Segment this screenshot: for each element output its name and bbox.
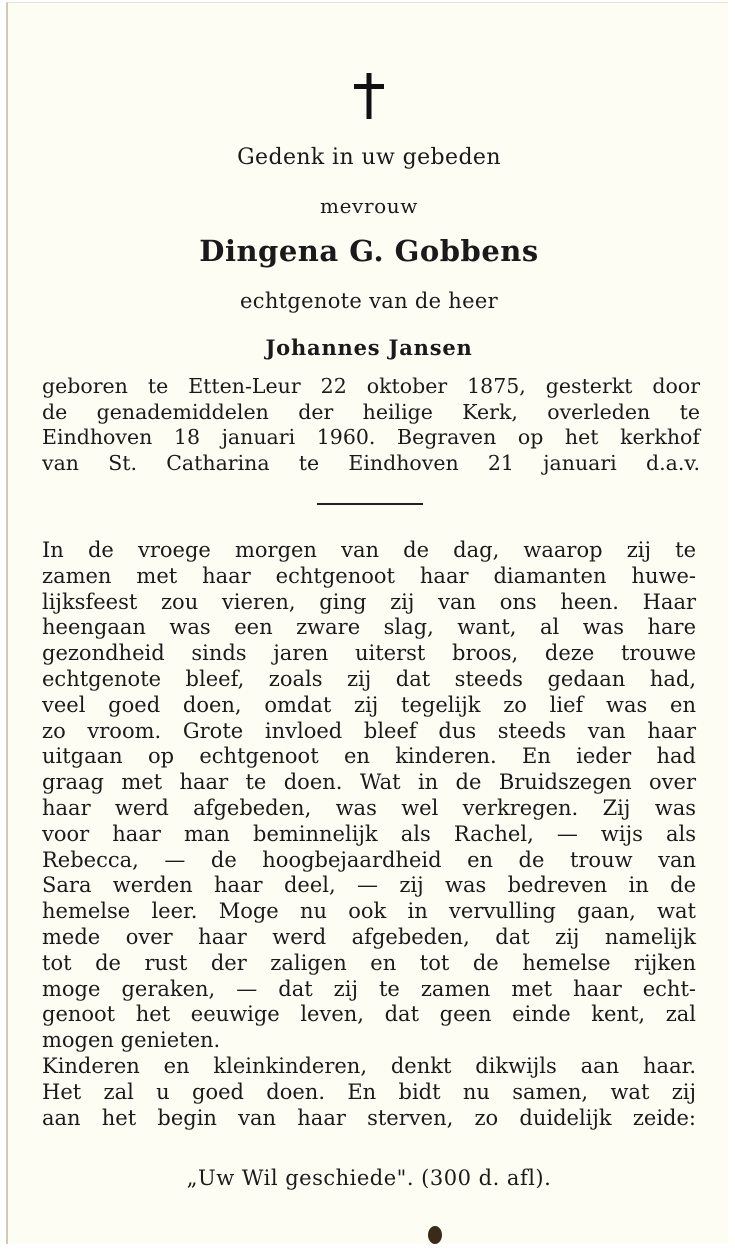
eulogy-line: moge geraken, — dat zij te zamen met haar echt- xyxy=(42,976,696,1001)
bio-line: de genademiddelen der heilige Kerk, overleden te xyxy=(42,399,700,424)
header-line-title: mevrouw xyxy=(320,194,418,218)
header-line-pray: Gedenk in uw gebeden xyxy=(237,145,501,170)
eulogy-line: In de vroege morgen van de dag, waarop zij te xyxy=(42,538,696,562)
biography-paragraph xyxy=(42,374,700,476)
eulogy-line: uitgaan op echtgenoot en kinderen. En ieder had xyxy=(42,744,696,769)
bio-line: Eindhoven 18 januari 1960. Begraven op het kerkhof xyxy=(42,425,700,449)
eulogy-line: zamen met haar echtgenoot haar diamanten huwe- xyxy=(42,563,696,588)
ink-blot xyxy=(428,1226,442,1244)
eulogy-line: zo vroom. Grote invloed bleef dus steeds van haar xyxy=(42,718,696,743)
bio-line: van St. Catharina te Eindhoven 21 januari d.a.v. xyxy=(42,450,700,475)
deceased-name: Dingena G. Gobbens xyxy=(199,234,539,268)
eulogy-line: graag met haar te doen. Wat in de Bruidszegen over xyxy=(42,770,696,795)
eulogy-line: mogen genieten. xyxy=(42,1028,221,1053)
bio-line: geboren te Etten-Leur 22 oktober 1875, gesterkt door xyxy=(42,374,700,398)
eulogy-line: haar werd afgebeden, was wel verkregen. Zij was xyxy=(42,795,696,820)
cross-icon xyxy=(354,73,384,119)
memorial-card xyxy=(6,2,728,1244)
spouse-name: Johannes Jansen xyxy=(265,335,473,360)
divider-rule xyxy=(317,503,423,505)
eulogy-line: Sara werden haar deel, — zij was bedreven in de xyxy=(42,873,696,898)
eulogy-line: lijksfeest zou vieren, ging zij van ons heen. Haar xyxy=(42,589,696,614)
header-line-spouse-intro: echtgenote van de heer xyxy=(240,289,498,313)
eulogy-line: Rebecca, — de hoogbejaardheid en de trouw van xyxy=(42,847,696,872)
eulogy-line: hemelse leer. Moge nu ook in vervulling gaan, wat xyxy=(42,899,696,924)
eulogy-line: voor haar man beminnelijk als Rachel, — wijs als xyxy=(42,821,696,846)
eulogy-line: gezondheid sinds jaren uiterst broos, deze trouwe xyxy=(42,641,696,666)
eulogy-line: mede over haar werd afgebeden, dat zij namelijk xyxy=(42,924,696,949)
eulogy-line: tot de rust der zaligen en tot de hemelse rijken xyxy=(42,950,696,975)
eulogy-line: veel goed doen, omdat zij tegelijk zo lief was en xyxy=(42,692,696,717)
eulogy-line: heengaan was een zware slag, want, al was hare xyxy=(42,615,696,640)
eulogy-line: genoot het eeuwige leven, dat geen einde kent, zal xyxy=(42,1002,696,1027)
eulogy-line: Kinderen en kleinkinderen, denkt dikwijls aan haar. xyxy=(42,1053,696,1078)
eulogy-line: echtgenote bleef, zoals zij dat steeds gedaan had, xyxy=(42,666,696,691)
eulogy-line: Het zal u goed doen. En bidt nu samen, wat zij xyxy=(42,1079,696,1104)
eulogy-paragraph xyxy=(42,538,696,1131)
closing-quote: „Uw Wil geschiede". (300 d. afl). xyxy=(186,1166,552,1190)
eulogy-line: aan het begin van haar sterven, zo duidelijk zeide: xyxy=(42,1105,696,1130)
